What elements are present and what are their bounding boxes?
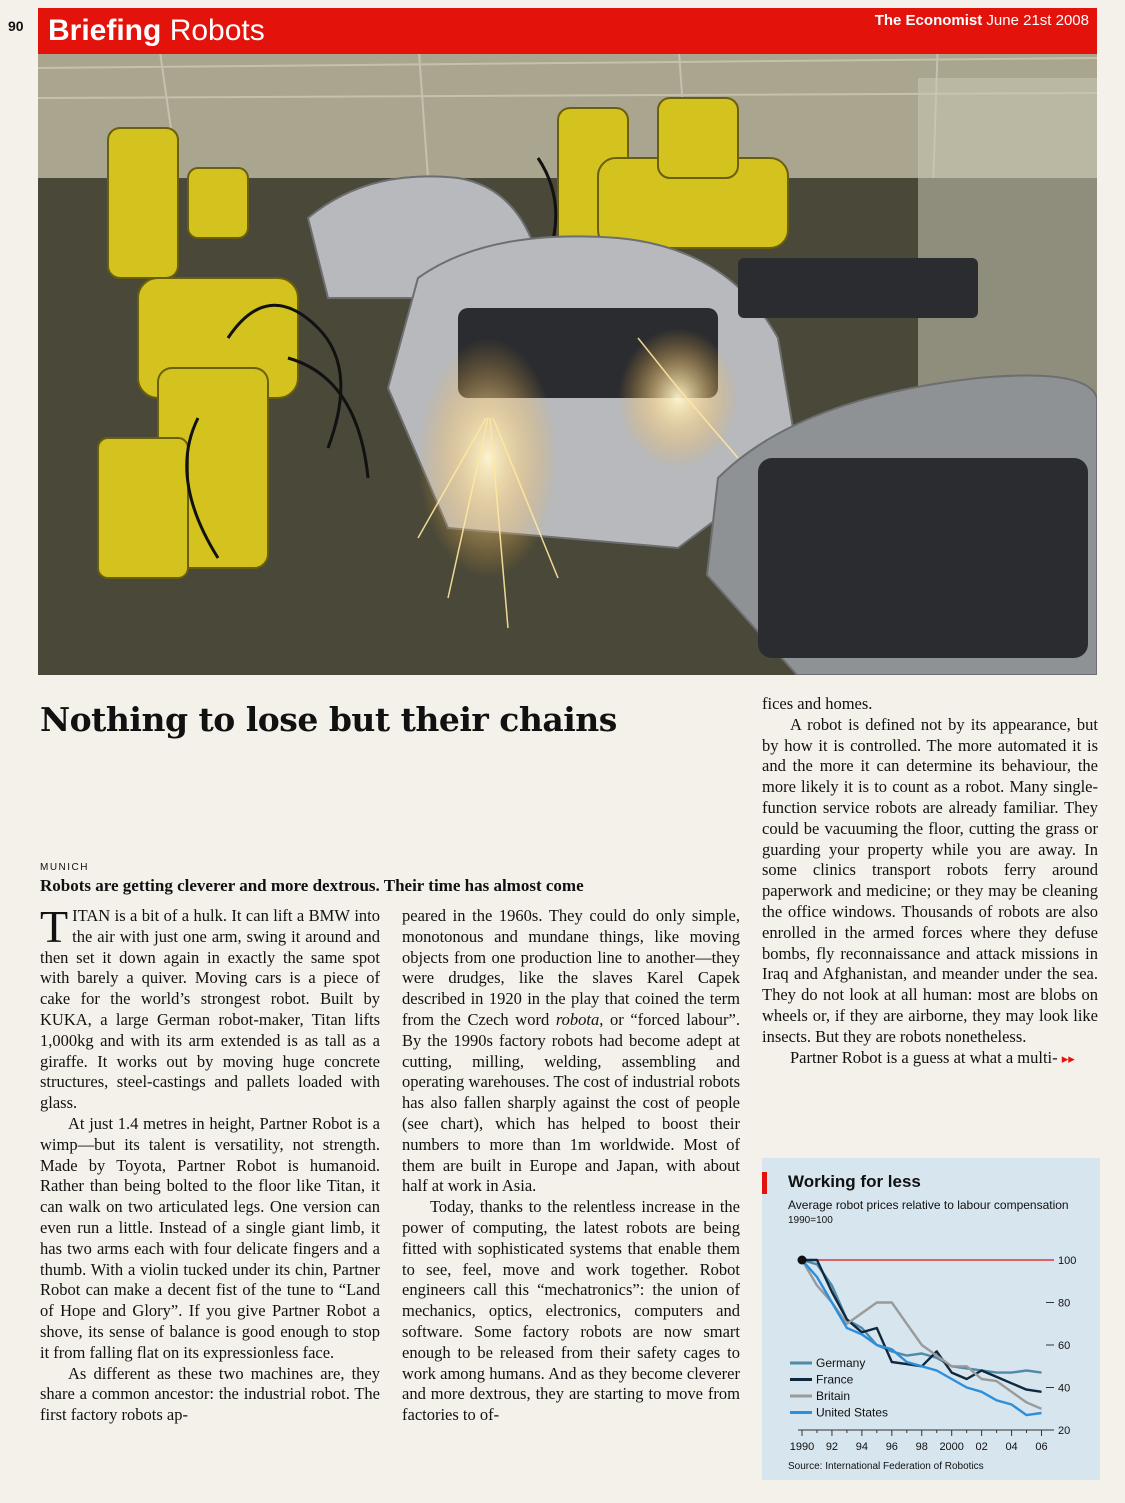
paragraph (762, 1048, 1098, 1071)
x-tick-label: 04 (1005, 1441, 1018, 1453)
article-column-3 (762, 694, 1098, 1070)
chart-base-note: 1990=100 (788, 1215, 833, 1226)
text-run-bmw: BMW (308, 906, 350, 925)
chart-start-point (798, 1256, 807, 1265)
legend-entry: United States (816, 1405, 889, 1420)
text-run-robota: robota (555, 1009, 600, 1029)
legend-entry: Germany (816, 1356, 866, 1370)
x-tick-label: 02 (975, 1441, 988, 1453)
x-tick-label: 2000 (939, 1441, 964, 1453)
chart-working-for-less (762, 1158, 1100, 1480)
chart-source: Source: International Federation of Robotics (788, 1461, 984, 1472)
text-run: Partner Robot is a guess at what a multi- (790, 1047, 1058, 1067)
x-tick-label: 06 (1035, 1441, 1048, 1453)
section-title (48, 14, 265, 48)
factory-photo-illustration (38, 38, 1097, 675)
factory-robots-photo (38, 38, 1097, 675)
text-run: , a large German robot-maker, Titan lifts 1,000kg and with its arm extended is as tall as a giraffe. It works out by moving huge concrete structures, steel-castings and pallets loaded with glass. (40, 1009, 380, 1113)
paragraph (402, 906, 740, 1197)
text-run-kuka: KUKA (40, 1009, 88, 1029)
article-column-1 (40, 901, 380, 1426)
y-tick-label: 80 (1058, 1297, 1071, 1310)
paragraph: As different as these two machines are, they share a common ancestor: the industrial robot. The first factory robots ap- (40, 1363, 380, 1425)
drop-cap: T (40, 901, 69, 952)
paragraph: fices and homes. (762, 694, 873, 713)
section-banner (38, 8, 1097, 54)
article-rubric: Robots are getting cleverer and more dextrous. Their time has almost come (40, 876, 584, 895)
x-tick-label: 92 (825, 1441, 839, 1453)
chart-subtitle: Average robot prices relative to labour compensation (788, 1198, 1069, 1212)
chart-plot (762, 1158, 1100, 1480)
issue-info (875, 12, 1089, 29)
y-tick-label: 40 (1058, 1382, 1071, 1395)
text-run: ITAN is a bit of a hulk. It can lift a (72, 906, 309, 925)
legend-entry: Britain (816, 1389, 851, 1403)
paragraph: At just 1.4 metres in height, Partner Robot is a wimp—but its talent is versatility, not strength. Made by Toyota, Partner Robot is humanoid. Rather than being bolted to the floor like Titan, it can walk on two articulated legs. One version can even run a little. Instead of a single giant limb, it has two arms each with four delicate fingers and a thumb. With a violin tucked under its chin, Partner Robot can make a decent fist of the tune to “Land of Hope and Glory”. If you give Partner Robot a shove, its sense of balance is good enough to stop it from falling flat on its expressionless face. (40, 1113, 380, 1362)
y-tick-label: 20 (1058, 1425, 1071, 1437)
paragraph: A robot is defined not by its appearance, but by how it is controlled. The more automated it is and the more it can determine its behaviour, the more likely it is to count as a robot. Many single-function service robots are already familiar. They could be vacuuming the floor, cutting the grass or guarding your property while you are away. In some clinics transport robots ferry around paperwork and medicine; or they may be cleaning the office windows. Thousands of robots are also enrolled in the armed forces where they defuse bombs, fly reconnaissance and attack missions in Iraq and Afghanistan, and meander under the sea. They do not look at all human: most are blobs on wheels or, if they are airborne, they may look like insects. But they are robots nonetheless. (762, 714, 1098, 1046)
text-run: , or “forced labour”. By the 1990s factory robots had become adept at cutting, milling, welding, assembling and operating warehouses. The cost of industrial robots has also fallen sharply against the cost of people (see chart), which has helped to boost their numbers to more than 1m worldwide. Most of them are built in Europe and Japan, with about half at work in Asia. (402, 1009, 740, 1196)
article-column-2 (402, 906, 740, 1426)
chart-title: Working for less (788, 1172, 921, 1191)
issue-date: June 21st 2008 (986, 12, 1089, 29)
paragraph (40, 901, 380, 1114)
continue-arrow-icon: ▸▸ (1061, 1051, 1075, 1067)
page-number: 90 (8, 18, 24, 34)
publication-name: The Economist (874, 12, 983, 29)
y-tick-label: 60 (1058, 1340, 1071, 1352)
text-run: into the air with just one arm, swing it around and then set it down again in exactly the same spot with barely a quiver. Moving cars is a piece of cake for the world’s strongest robot. Built by (40, 906, 380, 1009)
x-tick-label: 96 (885, 1441, 898, 1453)
article-headline: Nothing to lose but their chains (40, 700, 617, 739)
article-dateline: MUNICH (40, 862, 89, 873)
section-topic: Robots (169, 14, 265, 47)
x-tick-label: 98 (915, 1441, 928, 1453)
x-tick-label: 1990 (789, 1441, 815, 1453)
paragraph: Today, thanks to the relentless increase in the power of computing, the latest robots are being fitted with sophisticated systems that enable them to see, feel, move and work together. Robot engineers call this “mechatronics”: the union of mechanics, optics, electronics, computers and software. Some factory robots are now smart enough to be released from their safety cages to work among humans. And as they become cleverer and more dextrous, they are starting to move from factories to of- (402, 1197, 740, 1425)
y-tick-label: 100 (1058, 1255, 1077, 1267)
x-tick-label: 94 (855, 1441, 869, 1453)
section-name: Briefing (48, 14, 162, 47)
legend-entry: France (816, 1372, 854, 1387)
text-run: peared in the 1960s. They could do only simple, monotonous and mundane things, like moving objects from one production line to another—they were drudges, like the slaves Karel Capek described in 1920 in the play that coined the term from the Czech word (402, 906, 740, 1029)
